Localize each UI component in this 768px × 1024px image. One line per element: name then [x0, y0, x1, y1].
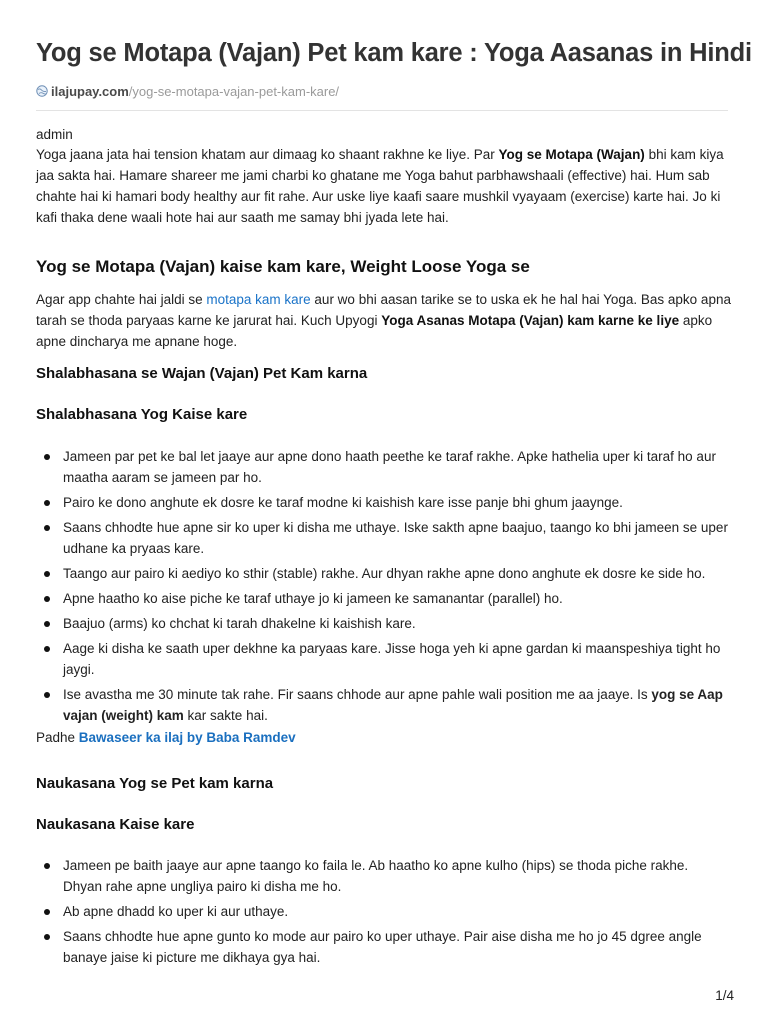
list-item: Baajuo (arms) ko chchat ki tarah dhakelne ki kaishish kare.	[36, 613, 728, 634]
list-item: Ab apne dhadd ko uper ki aur uthaye.	[36, 901, 728, 922]
intro-text-1: Yoga jaana jata hai tension khatam aur dimaag ko shaant rakhne ke liye. Par	[36, 146, 499, 162]
section1-text-3: apko apne dincharya me apnane hoge.	[36, 312, 713, 349]
naukasana-subheading: Naukasana Kaise kare	[36, 816, 195, 833]
list-item: Pairo ke dono anghute ek dosre ke taraf modne ki kaishish kare isse panje bhi ghum jaaynge.	[36, 492, 728, 513]
padhe-line	[36, 727, 736, 748]
last-step-text-2: kar sakte hai.	[183, 708, 268, 723]
shalabhasana-steps	[36, 446, 728, 730]
source-path: /yog-se-motapa-vajan-pet-kam-kare/	[128, 84, 340, 99]
section1-text-1: Agar app chahte hai jaldi se	[36, 291, 207, 307]
naukasana-heading: Naukasana Yog se Pet kam karna	[36, 775, 274, 792]
shalabhasana-subheading: Shalabhasana Yog Kaise kare	[36, 406, 248, 423]
author-name: admin	[36, 127, 73, 142]
list-item	[36, 684, 728, 726]
motapa-kam-kare-link[interactable]: motapa kam kare	[206, 291, 311, 307]
intro-bold: Yog se Motapa (Wajan)	[498, 146, 645, 162]
list-item: Apne haatho ko aise piche ke taraf uthaye jo ki jameen ke samanantar (parallel) ho.	[36, 588, 728, 609]
list-item: Saans chhodte hue apne gunto ko mode aur pairo ko uper uthaye. Pair aise disha me ho jo 45 dgree angle banaye jaise ki picture me dikhaya gya hai.	[36, 926, 728, 968]
article-title: Yog se Motapa (Vajan) Pet kam kare : Yoga Aasanas in Hindi	[36, 39, 752, 67]
list-item: Aage ki disha ke saath uper dekhne ka paryaas kare. Jisse hoga yeh ki apne gardan ki maanspeshiya tight ho jaygi.	[36, 638, 728, 680]
section1-bold: Yoga Asanas Motapa (Vajan) kam karne ke liye	[381, 312, 680, 328]
page-number: 1/4	[715, 988, 734, 1003]
padhe-prefix: Padhe	[36, 730, 79, 745]
intro-paragraph	[36, 144, 736, 228]
source-line	[36, 84, 339, 99]
source-domain-link[interactable]: ilajupay.com	[51, 84, 129, 99]
section1-text-2: aur wo bhi aasan tarike se to uska ek he hal hai Yoga. Bas apko apna tarah se thoda paryaas karne ke jarurat hai. Kuch Upyogi	[36, 291, 731, 328]
divider	[36, 110, 728, 111]
globe-icon	[36, 85, 48, 97]
bawaseer-link[interactable]: Bawaseer ka ilaj by Baba Ramdev	[78, 730, 296, 745]
shalabhasana-heading: Shalabhasana se Wajan (Vajan) Pet Kam karna	[36, 365, 368, 382]
list-item: Jameen par pet ke bal let jaaye aur apne dono haath peethe ke taraf rakhe. Apke hathelia uper ki taraf ho aur maatha aaram se jameen par ho.	[36, 446, 728, 488]
list-item: Saans chhodte hue apne sir ko uper ki disha me uthaye. Iske sakth apne baajuo, taango ko bhi jameen se uper udhane ka pryaas kare.	[36, 517, 728, 559]
last-step-bold: yog se Aap vajan (weight) kam	[63, 687, 723, 723]
last-step-text-1: Ise avastha me 30 minute tak rahe. Fir saans chhode aur apne pahle wali position me aa jaaye. Is	[63, 687, 652, 702]
list-item: Taango aur pairo ki aediyo ko sthir (stable) rakhe. Aur dhyan rakhe apne dono anghute ek dosre ke side ho.	[36, 563, 728, 584]
section1-paragraph	[36, 289, 736, 352]
list-item: Jameen pe baith jaaye aur apne taango ko faila le. Ab haatho ko apne kulho (hips) se thoda piche rakhe. Dhyan rahe apne ungliya pairo ki disha me ho.	[36, 855, 728, 897]
naukasana-steps	[36, 855, 728, 972]
section-heading-vajan: Yog se Motapa (Vajan) kaise kam kare, Weight Loose Yoga se	[36, 257, 530, 276]
intro-text-2: bhi kam kiya jaa sakta hai. Hamare shareer me jami charbi ko ghatane me Yoga bahut parbhawshaali (effective) hai. Hum sab chahte hai ki hamari body healthy aur fit rahe. Aur uske liye kaafi saare mushkil vyayaam (exercise) karte hai. Jo ki kafi thaka dene waali hote hai aur saath me samay bhi jyada lete hai.	[36, 146, 724, 225]
